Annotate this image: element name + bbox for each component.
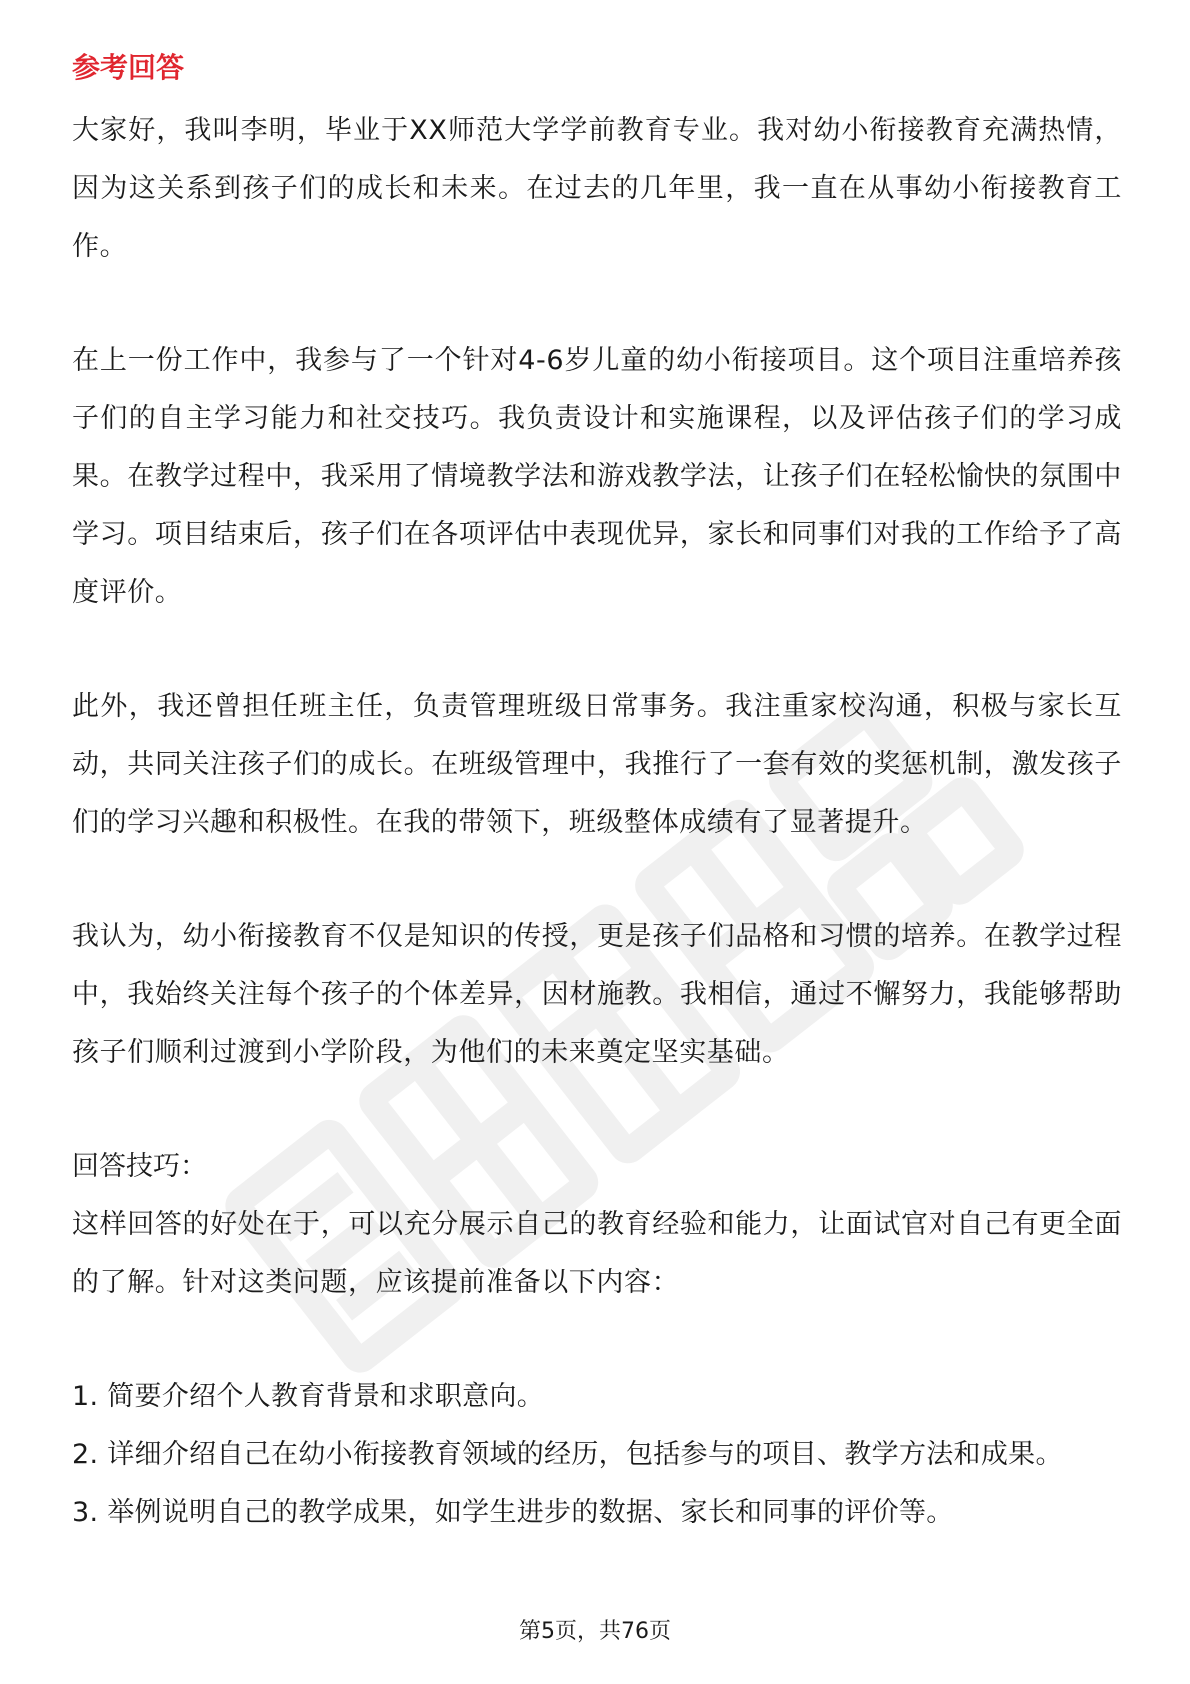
tips-intro: 这样回答的好处在于，可以充分展示自己的教育经验和能力，让面试官对自己有更全面的了解。针对这类问题，应该提前准备以下内容： bbox=[72, 1209, 1122, 1298]
list-item: 1. 简要介绍个人教育背景和求职意向。 bbox=[72, 1381, 545, 1412]
page-number: 第5页，共76页 bbox=[519, 1619, 671, 1644]
tips-label: 回答技巧： bbox=[72, 1151, 207, 1182]
main-content bbox=[72, 48, 1122, 1542]
answer-paragraph-1: 大家好，我叫李明，毕业于XX师范大学学前教育专业。我对幼小衔接教育充满热情，因为这关系到孩子们的成长和未来。在过去的几年里，我一直在从事幼小衔接教育工作。 bbox=[72, 115, 1122, 262]
list-item: 2. 详细介绍自己在幼小衔接教育领域的经历，包括参与的项目、教学方法和成果。 bbox=[72, 1439, 1063, 1470]
tips-list bbox=[72, 1368, 1122, 1542]
list-item: 3. 举例说明自己的教学成果，如学生进步的数据、家长和同事的评价等。 bbox=[72, 1497, 954, 1528]
answer-paragraph-2: 在上一份工作中，我参与了一个针对4-6岁儿童的幼小衔接项目。这个项目注重培养孩子们的自主学习能力和社交技巧。我负责设计和实施课程，以及评估孩子们的学习成果。在教学过程中，我采用了情境教学法和游戏教学法，让孩子们在轻松愉快的氛围中学习。项目结束后，孩子们在各项评估中表现优异，家长和同事们对我的工作给予了高度评价。 bbox=[72, 345, 1122, 608]
section-heading: 参考回答 bbox=[72, 51, 185, 84]
answer-paragraph-3: 此外，我还曾担任班主任，负责管理班级日常事务。我注重家校沟通，积极与家长互动，共同关注孩子们的成长。在班级管理中，我推行了一套有效的奖惩机制，激发孩子们的学习兴趣和积极性。在我的带领下，班级整体成绩有了显著提升。 bbox=[72, 691, 1122, 838]
answer-paragraph-4: 我认为，幼小衔接教育不仅是知识的传授，更是孩子们品格和习惯的培养。在教学过程中，我始终关注每个孩子的个体差异，因材施教。我相信，通过不懈努力，我能够帮助孩子们顺利过渡到小学阶段，为他们的未来奠定坚实基础。 bbox=[72, 921, 1122, 1068]
